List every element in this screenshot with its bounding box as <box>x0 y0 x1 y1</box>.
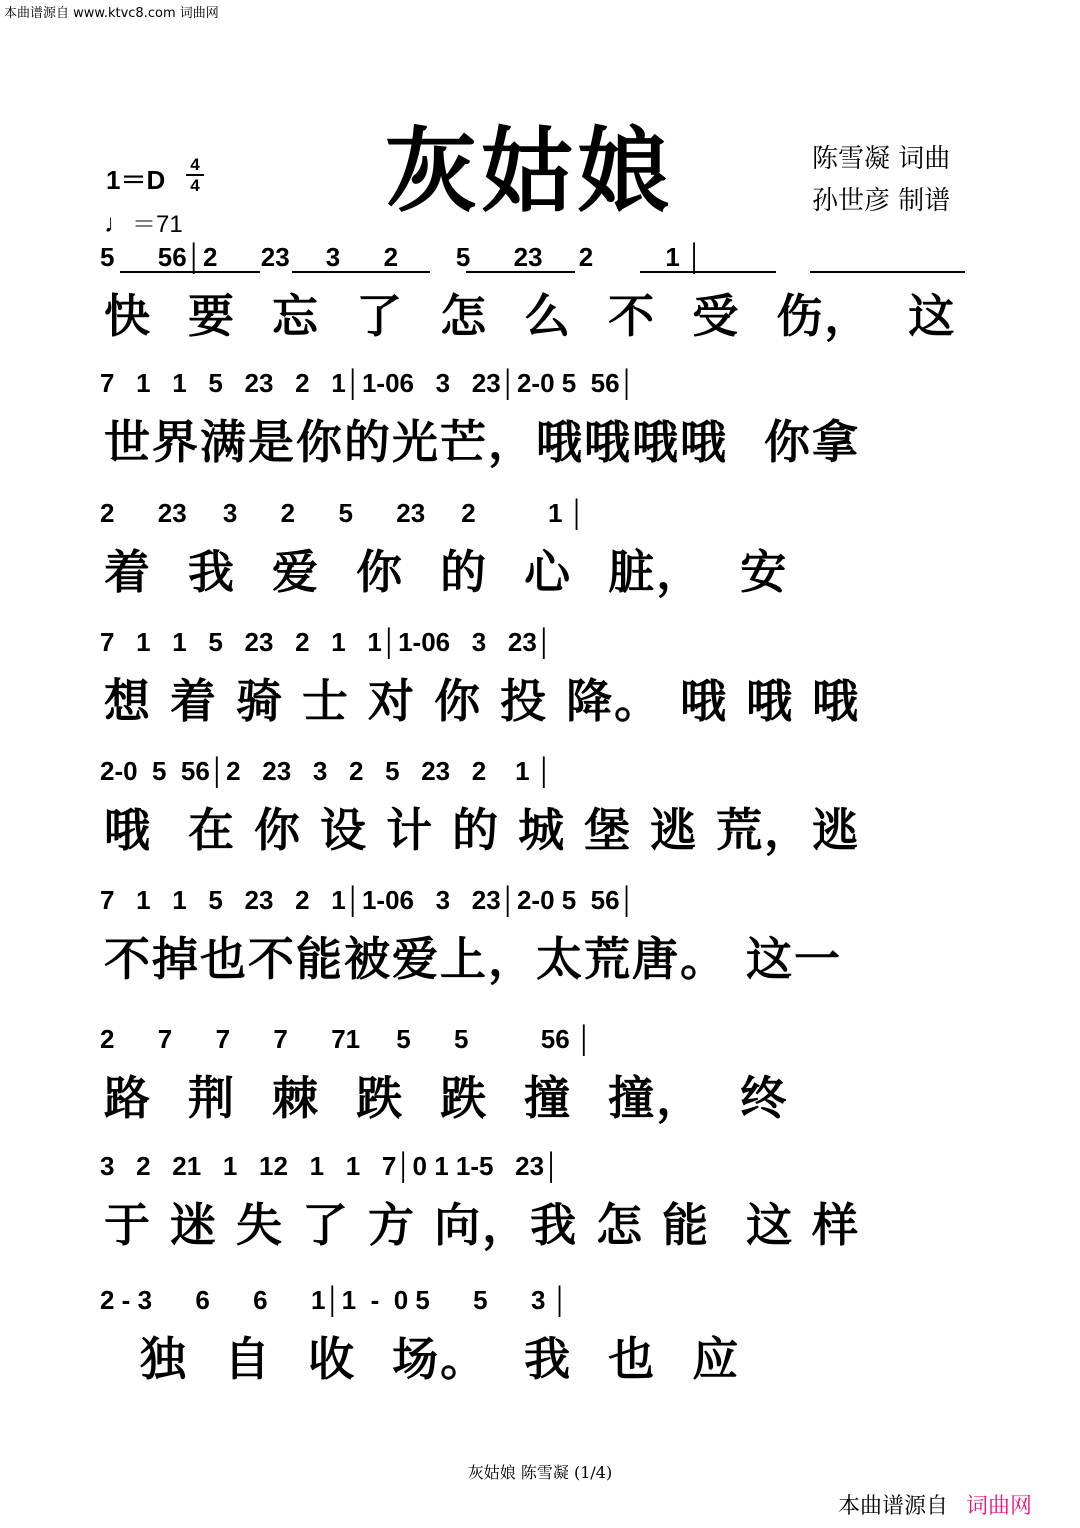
notation-line: 2 - 3 6 6 1│1 - 0 5 5 3 │ <box>100 1285 569 1315</box>
arranger: 孙世彦 制谱 <box>812 186 951 216</box>
notation-line: 7 1 1 5 23 2 1│1-06 3 23│2-0 5 56│ <box>100 368 636 398</box>
notation-line: 2-0 5 56│2 23 3 2 5 23 2 1 │ <box>100 756 554 786</box>
lyrics-line: 世界满是你的光芒，哦哦哦哦 你拿 <box>104 415 861 469</box>
lyrics-line: 哦 在 你 设 计 的 城 堡 逃 荒，逃 <box>104 803 861 857</box>
quarter-note-icon: ♩ <box>104 208 130 238</box>
time-signature <box>186 156 204 194</box>
lyrics-line: 想 着 骑 士 对 你 投 降。 哦 哦 哦 <box>104 674 861 728</box>
credits <box>812 138 950 222</box>
notation-line: 7 1 1 5 23 2 1│1-06 3 23│2-0 5 56│ <box>100 885 636 915</box>
source-watermark-top: 本曲谱源自 www.ktvc8.com 词曲网 <box>4 6 219 21</box>
tempo-marking <box>104 204 183 239</box>
key-signature: 1＝D <box>106 165 166 195</box>
lyrics-line: 快 要 忘 了 怎 么 不 受 伤， 这 <box>104 289 957 343</box>
lyrics-line: 于 迷 失 了 方 向，我 怎 能 这 样 <box>104 1198 861 1252</box>
page-footer: 灰姑娘 陈雪凝 (1/4) <box>467 1463 613 1482</box>
source-label: 本曲谱源自 <box>838 1494 949 1519</box>
notation-line: 5 56│2 23 3 2 5 23 2 1 │ <box>100 242 704 272</box>
notation-line: 2 23 3 2 5 23 2 1 │ <box>100 498 586 528</box>
notation-line: 7 1 1 5 23 2 1 1│1-06 3 23│ <box>100 627 554 657</box>
song-title: 灰姑娘 <box>385 117 674 225</box>
lyrics-line: 着 我 爱 你 的 心 脏， 安 <box>104 545 789 599</box>
lyricist-composer: 陈雪凝 词曲 <box>812 144 951 174</box>
source-watermark-bottom <box>838 1489 1032 1520</box>
brand-link[interactable]: 词曲网 <box>966 1494 1033 1519</box>
tempo-value: ＝71 <box>132 211 183 238</box>
lyrics-line: 路 荆 棘 跌 跌 撞 撞， 终 <box>104 1071 789 1125</box>
lyrics-line: 不掉也不能被爱上，太荒唐。 这一 <box>104 932 843 986</box>
notation-line: 2 7 7 7 71 5 5 56 │ <box>100 1024 594 1054</box>
notation-line: 3 2 21 1 12 1 1 7│0 1 1-5 23│ <box>100 1151 561 1181</box>
time-signature-bottom: 4 <box>190 176 200 195</box>
time-signature-top: 4 <box>190 155 200 174</box>
lyrics-line: 独 自 收 场。 我 也 应 <box>104 1332 741 1386</box>
